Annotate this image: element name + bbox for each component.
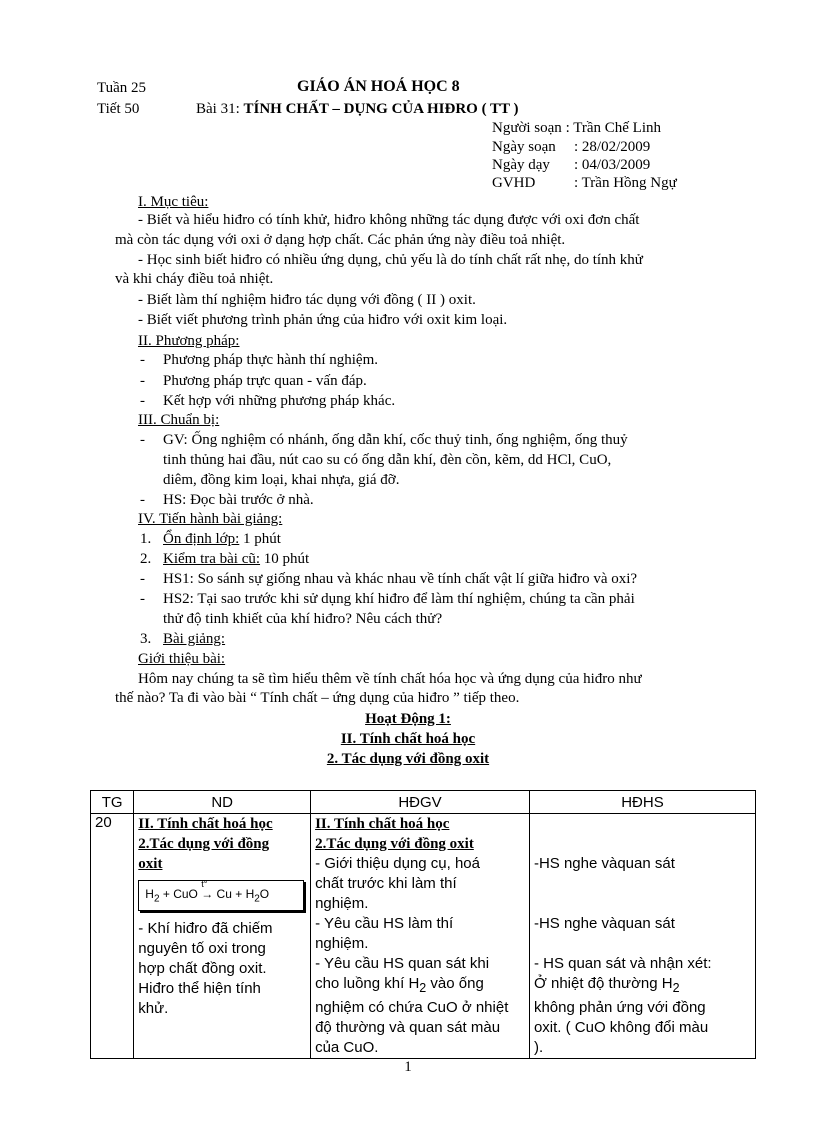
col-header-nd: ND bbox=[134, 791, 311, 814]
lesson-prefix: Bài 31: bbox=[196, 101, 240, 117]
prep-hs-line: HS: Đọc bài trước ở nhà. bbox=[163, 492, 314, 508]
objective-line: và khi cháy điều toả nhiệt. bbox=[115, 271, 274, 287]
step-review: Kiểm tra bài cũ: 10 phút bbox=[163, 551, 310, 567]
week-label: Tuần 25 bbox=[97, 80, 147, 96]
prep-gv-line: diêm, đồng kim loại, khai nhựa, giá đỡ. bbox=[163, 472, 400, 488]
step-class-stabilize: Ổn định lớp: 1 phút bbox=[163, 531, 281, 547]
step-lecture: Bài giảng: bbox=[163, 631, 226, 647]
method-item: Phương pháp trực quan - vấn đáp. bbox=[163, 373, 367, 389]
activity-subheading: II. Tính chất hoá học bbox=[340, 731, 476, 747]
cell-teacher-activity: II. Tính chất hoá học 2.Tác dụng với đồng oxit - Giới thiệu dụng cụ, hoá chất trước khi làm thí nghiệm. - Yêu cầu HS làm thí nghiệm. - Yêu cầu HS quan sát khi cho luồng khí $H_2$ vào ống nghiệm có chứa CuO ở nhiệt độ thường và quan sát màu của CuO. bbox=[311, 814, 530, 1059]
bullet-dash: - bbox=[140, 373, 145, 389]
method-item: Phương pháp thực hành thí nghiệm. bbox=[163, 352, 379, 368]
activity-heading: Hoạt Động 1: bbox=[365, 711, 451, 727]
meta-author: Người soạn : Trần Chế Linh bbox=[492, 120, 661, 136]
step-number: 3. bbox=[140, 631, 152, 647]
step-number: 1. bbox=[140, 531, 152, 547]
cell-time: 20 bbox=[91, 814, 134, 1059]
bullet-dash: - bbox=[140, 492, 145, 508]
bullet-dash: - bbox=[140, 571, 145, 587]
reaction-equation: $H_2$ + CuO t° → $Cu + H_2O$ bbox=[138, 880, 304, 911]
table-row bbox=[91, 814, 756, 1059]
lesson-heading bbox=[196, 101, 519, 118]
meta-supervisor: GVHD : Trần Hồng Ngự bbox=[492, 175, 677, 191]
bullet-dash: - bbox=[140, 591, 145, 607]
intro-text: Hôm nay chúng ta sẽ tìm hiểu thêm về tính chất hóa học và ứng dụng của hiđro như bbox=[138, 671, 642, 687]
document-title: GIÁO ÁN HOÁ HỌC 8 bbox=[297, 78, 460, 95]
question-hs2: HS2: Tại sao trước khi sử dụng khí hiđro để làm thí nghiệm, chúng ta cần phải bbox=[163, 591, 635, 607]
meta-prepared-date: Ngày soạn : 28/02/2009 bbox=[492, 139, 651, 155]
objective-line: - Biết viết phương trình phản ứng của hiđro với oxit kim loại. bbox=[138, 312, 508, 328]
objective-line: mà còn tác dụng với oxi ở dạng hợp chất. Các phản ứng này điều toả nhiệt. bbox=[115, 232, 566, 248]
step-number: 2. bbox=[140, 551, 152, 567]
question-hs2-cont: thử độ tinh khiết của khí hiđro? Nêu cách thử? bbox=[163, 611, 443, 627]
bullet-dash: - bbox=[140, 432, 145, 448]
page-number: 1 bbox=[404, 1059, 412, 1075]
prep-gv-line: GV: Ống nghiệm có nhánh, ống dẫn khí, cốc thuỷ tinh, ống nghiệm, ống thuỷ bbox=[163, 432, 628, 448]
bullet-dash: - bbox=[140, 393, 145, 409]
activity-subheading-2: 2. Tác dụng với đồng oxit bbox=[326, 751, 490, 767]
period-label: Tiết 50 bbox=[97, 101, 140, 117]
objectives-heading: I. Mục tiêu: bbox=[138, 194, 209, 210]
cell-student-activity: -HS nghe vàquan sát -HS nghe vàquan sát - HS quan sát và nhận xét: Ở nhiệt độ thường $H_2$ không phản ứng với đồng oxit. ( CuO không đổi màu ). bbox=[529, 814, 755, 1059]
prep-gv-line: tinh thủng hai đầu, nút cao su có ống dẫn khí, đèn cồn, kẽm, dd HCl, CuO, bbox=[163, 452, 612, 468]
objective-line: - Biết làm thí nghiệm hiđro tác dụng với đồng ( II ) oxit. bbox=[138, 292, 476, 308]
question-hs1: HS1: So sánh sự giống nhau và khác nhau về tính chất vật lí giữa hiđro và oxi? bbox=[163, 571, 638, 587]
bullet-dash: - bbox=[140, 352, 145, 368]
objective-line: - Học sinh biết hiđro có nhiều ứng dụng, chủ yếu là do tính chất rất nhẹ, do tính khử bbox=[138, 252, 643, 268]
col-header-hdgv: HĐGV bbox=[311, 791, 530, 814]
lesson-title: TÍNH CHẤT – DỤNG CỦA HIĐRO ( TT ) bbox=[243, 101, 519, 117]
procedure-heading: IV. Tiến hành bài giảng: bbox=[138, 511, 283, 527]
objective-line: - Biết và hiểu hiđro có tính khử, hiđro không những tác dụng được với oxi đơn chất bbox=[138, 212, 640, 228]
col-header-hdhs: HĐHS bbox=[529, 791, 755, 814]
meta-teaching-date: Ngày dạy : 04/03/2009 bbox=[492, 157, 651, 173]
cell-content: II. Tính chất hoá học 2.Tác dụng với đồng oxit $H_2$ + CuO t° → $Cu + H_2O$ - Khí hiđro đã chiếm nguyên tố oxi trong hợp chất đồng oxit. Hiđro thể hiện tính khử. bbox=[134, 814, 311, 1059]
lesson-table bbox=[90, 790, 756, 1059]
col-header-tg: TG bbox=[91, 791, 134, 814]
methods-heading: II. Phương pháp: bbox=[138, 333, 240, 349]
method-item: Kết hợp với những phương pháp khác. bbox=[163, 393, 396, 409]
prep-heading: III. Chuẩn bị: bbox=[138, 412, 220, 428]
intro-text-cont: thế nào? Ta đi vào bài “ Tính chất – ứng dụng của hiđro ” tiếp theo. bbox=[115, 690, 520, 706]
intro-heading: Giới thiệu bài: bbox=[138, 651, 226, 667]
table-header-row bbox=[91, 791, 756, 814]
